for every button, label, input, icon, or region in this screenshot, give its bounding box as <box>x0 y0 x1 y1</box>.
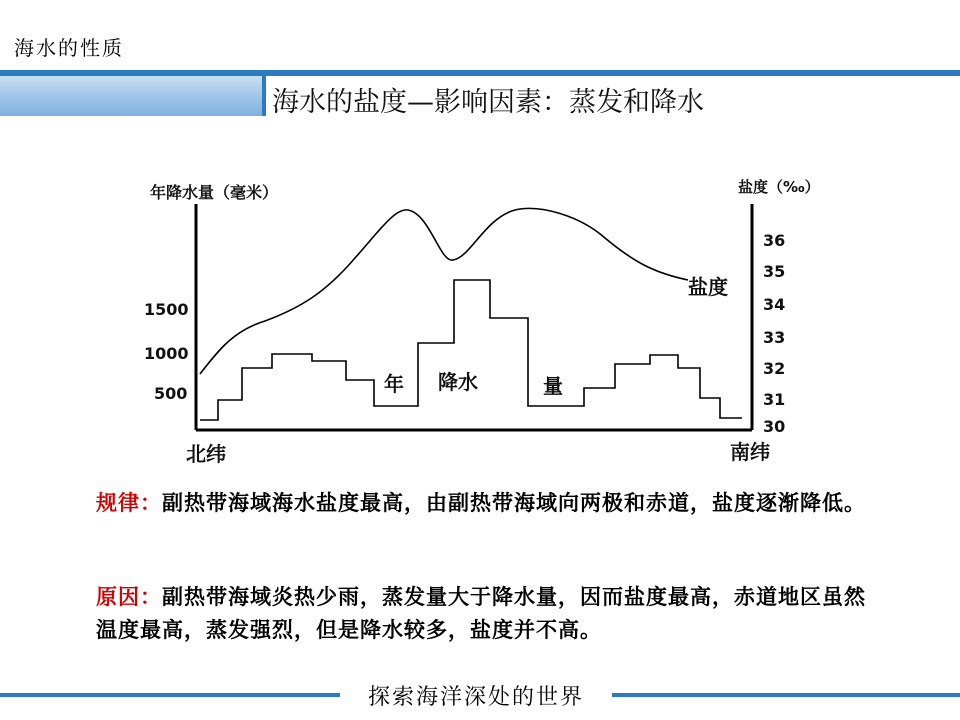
footer-line-left <box>0 693 340 697</box>
right-tick-35: 35 <box>763 262 786 281</box>
rule-paragraph <box>96 486 886 519</box>
salinity-label: 盐度 <box>688 275 728 299</box>
footer-line-right <box>612 693 960 697</box>
diagram-svg <box>140 168 820 478</box>
right-tick-32: 32 <box>763 359 786 378</box>
salinity-curve <box>200 208 688 374</box>
left-tick-500: 500 <box>154 384 188 403</box>
left-axis-title: 年降水量（毫米） <box>150 183 279 202</box>
right-tick-33: 33 <box>763 328 786 347</box>
south-latitude-label: 南纬 <box>730 440 770 464</box>
precipitation-step-line <box>200 280 742 420</box>
right-tick-34: 34 <box>763 295 786 314</box>
precip-label-nian: 年 <box>384 372 404 396</box>
section-title: 海水的性质 <box>14 36 124 60</box>
reason-paragraph <box>96 580 886 646</box>
rule-text: 副热带海域海水盐度最高，由副热带海域向两极和赤道，盐度逐渐降低。 <box>162 490 866 515</box>
reason-text: 副热带海域炎热少雨，蒸发量大于降水量，因而盐度最高，赤道地区虽然温度最高，蒸发强烈，但是降水较多，盐度并不高。 <box>96 584 866 642</box>
right-tick-36: 36 <box>763 231 786 250</box>
reason-label: 原因： <box>96 584 162 609</box>
north-latitude-label: 北纬 <box>186 442 226 466</box>
precip-label-liang: 量 <box>543 374 563 398</box>
precip-label-jiangshui: 降水 <box>438 370 478 394</box>
right-axis-title: 盐度（‰） <box>738 178 820 196</box>
right-tick-31: 31 <box>763 390 786 409</box>
footer-text: 探索海洋深处的世界 <box>367 685 584 710</box>
title-band-edge <box>262 76 266 116</box>
salinity-precipitation-diagram <box>140 168 820 478</box>
right-tick-30: 30 <box>763 417 786 436</box>
left-tick-1000: 1000 <box>144 344 189 363</box>
title-band <box>0 76 262 116</box>
rule-label: 规律： <box>96 490 162 515</box>
left-tick-1500: 1500 <box>144 300 189 319</box>
slide-title: 海水的盐度—影响因素：蒸发和降水 <box>272 87 704 118</box>
